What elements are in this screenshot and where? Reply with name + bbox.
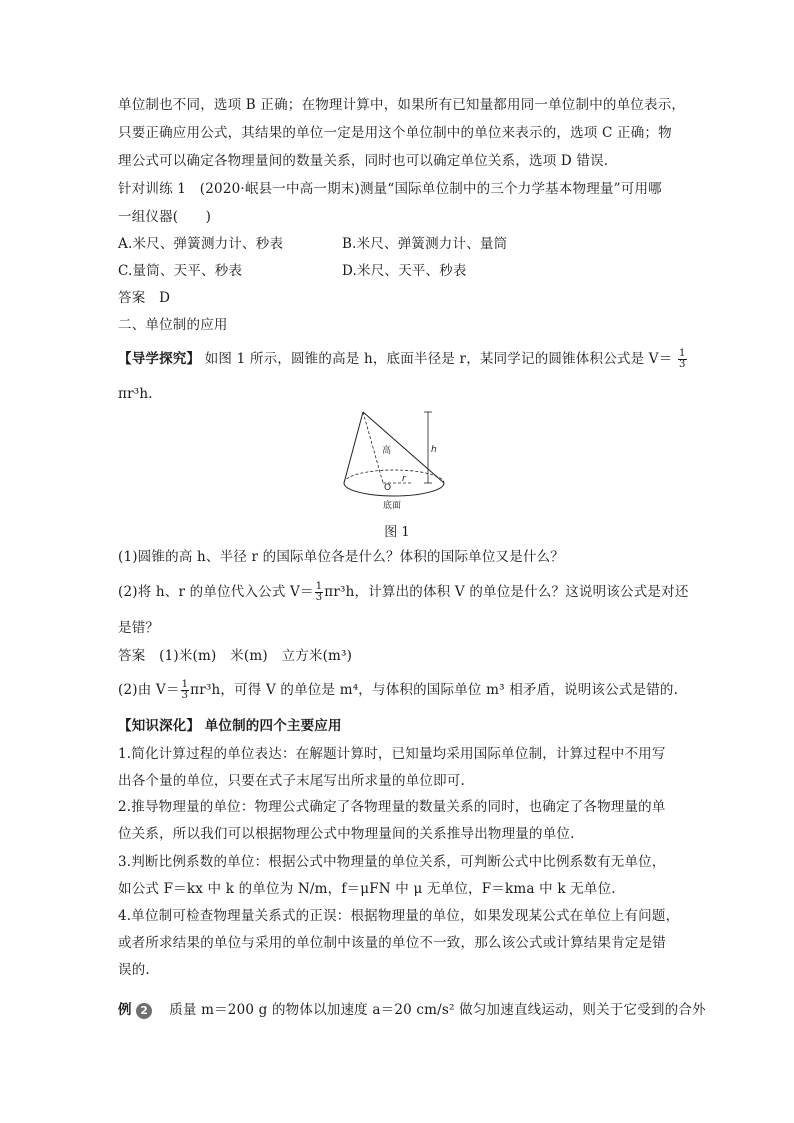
training-question-cont: 一组仪器( ) [118,209,212,225]
explore-text: 如图 1 所示，圆锥的高是 h，底面半径是 r，某同学记的圆锥体积公式是 V＝ [204,351,673,367]
label-h: h [431,445,437,455]
question-1: (1)圆锥的高 h、半径 r 的国际单位各是什么？体积的国际单位又是什么？ [118,549,565,565]
knowledge-title: 单位制的四个主要应用 [204,718,342,734]
fraction-denominator: 3 [315,592,323,603]
fraction-numerator: 1 [678,348,686,359]
knowledge-tag: 【知识深化】 [118,718,201,734]
knowledge-line: 1.简化计算过程的单位表达：在解题计算时，已知量均采用国际单位制，计算过程中不用写 [118,746,666,762]
para-line: 单位制也不同，选项 B 正确；在物理计算中，如果所有已知量都用同一单位制中的单位表示， [118,97,686,113]
explore-formula-cont: πr³h. [118,386,153,402]
knowledge-heading [118,716,342,736]
knowledge-line: 位关系，所以我们可以根据物理公式中物理量间的关系推导出物理量的单位. [118,826,575,842]
figure-caption: 图 1 [384,525,410,540]
option-c: C.量筒、天平、秒表 [118,263,243,279]
answer-text: (2)由 V＝ [118,682,180,698]
example-line [118,1000,706,1020]
fraction-numerator: 1 [181,679,189,690]
knowledge-line: 误的. [118,962,150,978]
fraction [678,349,687,370]
fraction-denominator: 3 [678,359,686,370]
question-2-text: (2)将 h、r 的单位代入公式 V＝ [118,584,314,600]
training-question: 针对训练 1 (2020·岷县一中高一期末)测量“国际单位制中的三个力学基本物理量”可用哪 [118,181,662,197]
answer-line-2 [118,680,678,701]
explore-tag: 【导学探究】 [118,351,201,367]
fraction-numerator: 1 [315,581,323,592]
knowledge-line: 3.判断比例系数的单位：根据公式中物理量的单位关系，可判断公式中比例系数有无单位， [118,854,666,870]
fraction [315,582,324,603]
training-answer: 答案 D [118,290,171,306]
question-2-cont: 是错？ [118,620,160,636]
para-line: 只要正确应用公式，其结果的单位一定是用这个单位制中的单位来表示的，选项 C 正确；物 [118,125,672,141]
example-label: 例 [118,1002,132,1018]
knowledge-line: 或者所求结果的单位与采用的单位制中该量的单位不一致，那么该公式或计算结果肯定是错 [118,935,666,951]
option-a: A.米尺、弹簧测力计、秒表 [118,236,284,252]
option-b: B.米尺、弹簧测力计、量筒 [342,236,508,252]
label-height: 高 [382,446,392,456]
example-number-badge: 2 [136,1003,152,1019]
question-2 [118,582,689,603]
section-title: 二、单位制的应用 [118,317,228,333]
knowledge-line: 如公式 F＝kx 中 k 的单位为 N/m，f＝μFN 中 μ 无单位，F＝kma 中 k 无单位. [118,881,616,897]
answer-line: 答案 (1)米(m) 米(m) 立方米(m³) [118,648,353,664]
example-text: 质量 m＝200 g 的物体以加速度 a＝20 cm/s² 做匀加速直线运动，则关于它受到的合外 [169,1002,706,1018]
fraction [181,680,190,701]
cone-figure [340,408,460,518]
label-r: r [402,474,406,484]
option-d: D.米尺、天平、秒表 [342,263,467,279]
explore-line [118,349,688,370]
answer-text: πr³h，可得 V 的单位是 m⁴，与体积的国际单位 m³ 相矛盾，说明该公式是错的. [190,682,679,698]
label-o: O [384,483,392,493]
label-base: 底面 [383,501,402,511]
knowledge-line: 2.推导物理量的单位：物理公式确定了各物理量的数量关系的同时，也确定了各物理量的单 [118,799,666,815]
fraction-denominator: 3 [181,690,189,701]
knowledge-line: 4.单位制可检查物理量关系式的正误：根据物理量的单位，如果发现某公式在单位上有问题， [118,908,680,924]
question-2-text: πr³h，计算出的体积 V 的单位是什么？这说明该公式是对还 [324,584,689,600]
knowledge-line: 出各个量的单位，只要在式子末尾写出所求量的单位即可. [118,773,465,789]
para-line: 理公式可以确定各物理量间的数量关系，同时也可以确定单位关系，选项 D 错误. [118,153,609,169]
